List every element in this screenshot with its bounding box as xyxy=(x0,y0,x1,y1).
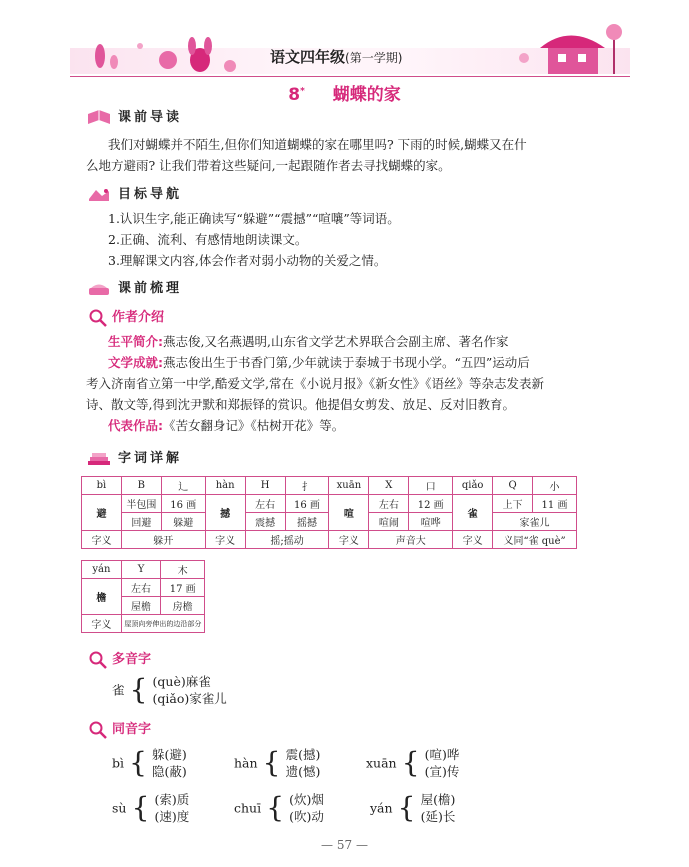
homophone-pinyin: yán xyxy=(370,800,393,816)
pinyin-cell: xuān xyxy=(329,477,369,495)
initial-cell: X xyxy=(369,477,409,495)
table-row xyxy=(82,615,205,633)
word-cell: 喧闹 xyxy=(369,513,409,531)
homophone-group xyxy=(234,746,320,780)
preview-text xyxy=(86,134,628,176)
homophone-pinyin: bì xyxy=(112,755,124,771)
homophone-pinyin: xuān xyxy=(366,755,397,771)
lesson-name: 蝴蝶的家 xyxy=(332,85,401,105)
achievement-text: 考入济南省立第一中学,酷爱文学,常在《小说月报》《新女性》《语丝》等杂志发表新 xyxy=(86,376,544,391)
author-heading: 作者介绍 xyxy=(88,306,164,327)
structure-cell: 半包围 xyxy=(121,495,161,513)
meaning-cell: 义同“雀 què” xyxy=(493,531,577,549)
word-cell: 家雀儿 xyxy=(493,513,577,531)
section-preview-heading: 课前导读 xyxy=(86,106,182,126)
char-cell: 檐 xyxy=(82,579,122,615)
lesson-number: 8* xyxy=(288,85,305,105)
word-cell: 躲避 xyxy=(161,513,205,531)
homophone-word: (炊)烟 xyxy=(289,792,324,807)
pinyin-cell: hàn xyxy=(205,477,245,495)
radical-cell: 口 xyxy=(409,477,453,495)
strokes-cell: 12 画 xyxy=(409,495,453,513)
homophone-pinyin: hàn xyxy=(234,755,258,771)
homophone-group xyxy=(366,746,459,780)
word-cell: 震撼 xyxy=(245,513,285,531)
word-cell: 摇撼 xyxy=(285,513,329,531)
meaning-label-cell: 字义 xyxy=(453,531,493,549)
char-cell: 雀 xyxy=(453,495,493,531)
word-cell: 回避 xyxy=(121,513,161,531)
homophone-word: 隐(蔽) xyxy=(152,764,187,779)
preview-line-2: 么地方避雨? 让我们带着这些疑问,一起跟随作者去寻找蝴蝶的家。 xyxy=(86,158,451,173)
brace-icon: { xyxy=(397,791,416,824)
meaning-label-cell: 字义 xyxy=(82,531,122,549)
homophone-group xyxy=(234,791,324,825)
header-right-decoration-icon xyxy=(510,18,630,76)
radical-cell: 扌 xyxy=(285,477,329,495)
goal-item: 3.理解课文内容,体会作者对弱小动物的关爱之情。 xyxy=(108,253,387,268)
pinyin-cell: qiǎo xyxy=(453,477,493,495)
homophone-word: (喧)哗 xyxy=(424,747,460,762)
initial-cell: B xyxy=(121,477,161,495)
polyphone-char: 雀 xyxy=(112,682,125,698)
word-cell: 屋檐 xyxy=(121,597,161,615)
brace-icon: { xyxy=(129,673,148,706)
goal-item: 2.正确、流利、有感情地朗读课文。 xyxy=(108,232,308,247)
reading-item: (qiǎo)家雀儿 xyxy=(152,691,227,706)
homophone-word: 遗(憾) xyxy=(285,764,321,779)
semester-label: (第一学期) xyxy=(345,51,403,65)
homophone-word: (宣)传 xyxy=(424,764,460,779)
radical-cell: 木 xyxy=(161,561,205,579)
meaning-label-cell: 字义 xyxy=(82,615,122,633)
table-row xyxy=(82,561,205,579)
goal-item: 1.认识生字,能正确读写“躲避”“震撼”“喧嚷”等词语。 xyxy=(108,211,400,226)
bio-label: 生平简介: xyxy=(108,334,163,349)
lesson-title xyxy=(0,80,689,105)
homophone-pinyin: chuī xyxy=(234,800,262,816)
author-block xyxy=(86,331,626,436)
pinyin-cell: bì xyxy=(82,477,122,495)
strokes-cell: 11 画 xyxy=(533,495,577,513)
table-row xyxy=(82,477,577,495)
bio-text: 燕志俊,又名燕遇明,山东省文学艺术界联合会副主席、著名作家 xyxy=(163,334,509,349)
achievement-text: 燕志俊出生于书香门第,少年就读于泰城于书现小学。“五四”运动后 xyxy=(163,355,530,370)
char-table-row-2 xyxy=(81,560,205,633)
homophone-word: 躲(避) xyxy=(152,747,187,762)
char-cell: 避 xyxy=(82,495,122,531)
word-cell: 喧哗 xyxy=(409,513,453,531)
radical-cell: 辶 xyxy=(161,477,205,495)
meaning-cell: 屋顶向旁伸出的边沿部分 xyxy=(121,615,204,633)
header-rule xyxy=(70,76,630,77)
reading-item: (què)麻雀 xyxy=(152,674,211,689)
structure-cell: 左右 xyxy=(121,579,161,597)
homophone-word: (吹)动 xyxy=(289,809,324,824)
page-number: — 57 — xyxy=(321,838,368,852)
char-table-row-1 xyxy=(81,476,577,549)
homophone-group xyxy=(112,746,187,780)
section-review-heading: 课前梳理 xyxy=(86,277,182,297)
goals-list xyxy=(108,208,628,271)
meaning-cell: 声音大 xyxy=(369,531,453,549)
section-words-heading: 字词详解 xyxy=(86,447,182,467)
strokes-cell: 16 画 xyxy=(161,495,205,513)
works-label: 代表作品: xyxy=(108,418,163,433)
word-cell: 房檐 xyxy=(161,597,205,615)
magnifier-icon xyxy=(88,651,108,669)
initial-cell: H xyxy=(245,477,285,495)
initial-cell: Q xyxy=(493,477,533,495)
book-title: 语文四年级 xyxy=(270,48,346,66)
homophone-group xyxy=(370,791,455,825)
homophone-word: 震(撼) xyxy=(285,747,321,762)
table-row xyxy=(82,495,577,513)
books-stack-icon xyxy=(86,451,112,467)
pinyin-cell: yán xyxy=(82,561,122,579)
structure-cell: 左右 xyxy=(369,495,409,513)
radical-cell: 小 xyxy=(533,477,577,495)
magnifier-icon xyxy=(88,721,108,739)
meaning-label-cell: 字义 xyxy=(205,531,245,549)
brace-icon: { xyxy=(262,746,281,779)
goal-icon xyxy=(86,187,112,203)
brace-icon: { xyxy=(266,791,285,824)
strokes-cell: 17 画 xyxy=(161,579,205,597)
section-goals-heading: 目标导航 xyxy=(86,183,182,203)
cake-icon xyxy=(86,281,112,297)
header-title xyxy=(270,46,402,67)
table-row xyxy=(82,531,577,549)
table-row xyxy=(82,579,205,597)
strokes-cell: 16 画 xyxy=(285,495,329,513)
header-left-decoration-icon xyxy=(80,26,250,76)
homophone-word: 屋(檐) xyxy=(420,792,456,807)
homophone-word: (延)长 xyxy=(420,809,456,824)
page-header xyxy=(70,18,630,78)
achievement-label: 文学成就: xyxy=(108,355,163,370)
homophone-heading: 同音字 xyxy=(88,718,151,739)
magnifier-icon xyxy=(88,309,108,327)
initial-cell: Y xyxy=(121,561,161,579)
brace-icon: { xyxy=(401,746,420,779)
achievement-text: 诗、散文等,得到沈尹默和郑振铎的赏识。他提倡女剪发、放足、反对旧教育。 xyxy=(86,397,515,412)
structure-cell: 左右 xyxy=(245,495,285,513)
homophone-group xyxy=(112,791,189,825)
homophone-word: (索)质 xyxy=(154,792,190,807)
meaning-cell: 摇;摇动 xyxy=(245,531,329,549)
polyphone-heading: 多音字 xyxy=(88,648,151,669)
meaning-label-cell: 字义 xyxy=(329,531,369,549)
meaning-cell: 躲开 xyxy=(121,531,205,549)
homophone-pinyin: sù xyxy=(112,800,127,816)
brace-icon: { xyxy=(131,791,150,824)
homophone-word: (速)度 xyxy=(154,809,190,824)
brace-icon: { xyxy=(129,746,147,779)
char-cell: 喧 xyxy=(329,495,369,531)
polyphone-entry xyxy=(112,673,227,707)
preview-line-1: 我们对蝴蝶并不陌生,但你们知道蝴蝶的家在哪里吗? 下雨的时候,蝴蝶又在什 xyxy=(108,137,527,152)
structure-cell: 上下 xyxy=(493,495,533,513)
book-icon xyxy=(86,110,112,126)
works-text: 《苦女翻身记》《枯树开花》等。 xyxy=(163,418,345,433)
char-cell: 撼 xyxy=(205,495,245,531)
